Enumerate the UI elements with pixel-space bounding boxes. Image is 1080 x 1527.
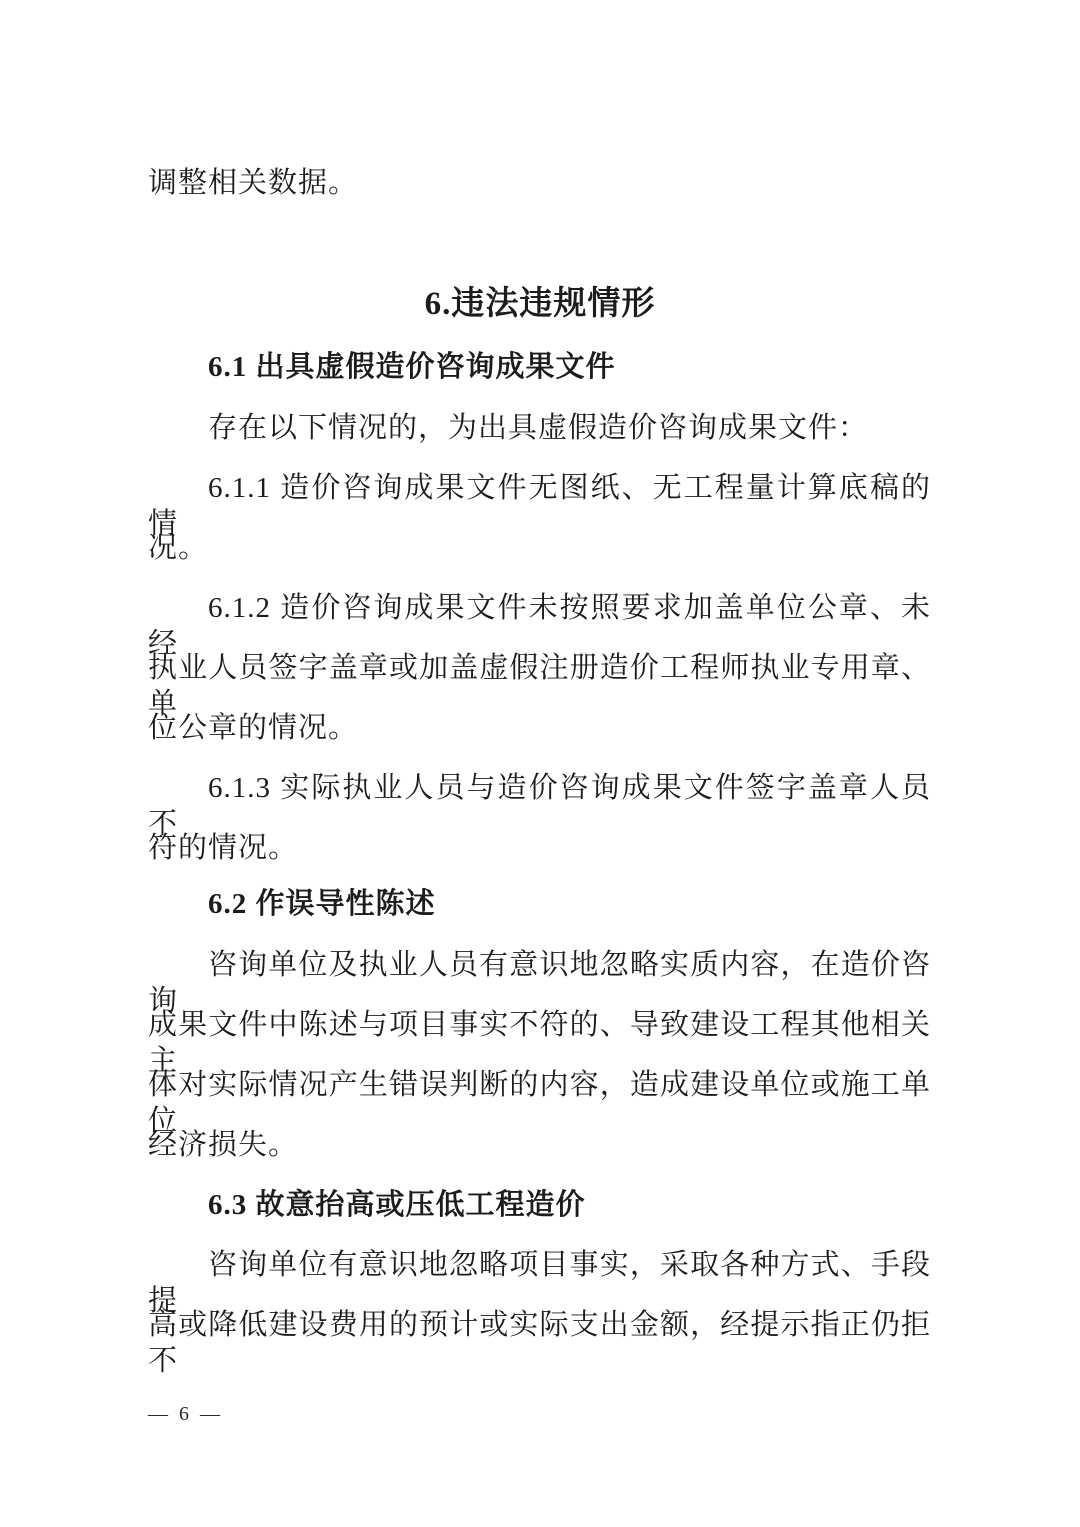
body-line: 6.1.3 实际执业人员与造价咨询成果文件签字盖章人员不 [148,772,931,840]
body-line: 经济损失。 [148,1129,299,1161]
body-line: 成果文件中陈述与项目事实不符的、导致建设工程其他相关主 [148,1009,931,1077]
body-line: 咨询单位有意识地忽略项目事实，采取各种方式、手段提 [148,1249,931,1317]
body-line: 6.1.1 造价咨询成果文件无图纸、无工程量计算底稿的情 [148,472,931,540]
page-number: — 6 — [148,1403,223,1425]
body-line: 位公章的情况。 [148,712,359,744]
section-heading-6-1: 6.1 出具虚假造价咨询成果文件 [208,351,616,383]
section-heading-6-3: 6.3 故意抬高或压低工程造价 [208,1189,586,1221]
body-line: 况。 [148,532,209,564]
section-heading-6-2: 6.2 作误导性陈述 [208,888,436,920]
body-line: 咨询单位及执业人员有意识地忽略实质内容，在造价咨询 [148,949,931,1017]
body-line: 调整相关数据。 [148,167,359,199]
body-line: 执业人员签字盖章或加盖虚假注册造价工程师执业专用章、单 [148,652,931,720]
body-line: 高或降低建设费用的预计或实际支出金额，经提示指正仍拒不 [148,1309,931,1377]
body-line: 存在以下情况的，为出具虚假造价咨询成果文件： [208,412,869,444]
body-line: 6.1.2 造价咨询成果文件未按照要求加盖单位公章、未经 [148,592,931,660]
body-line: 符的情况。 [148,832,299,864]
chapter-heading: 6.违法违规情形 [424,286,656,322]
body-line: 体对实际情况产生错误判断的内容，造成建设单位或施工单位 [148,1069,931,1137]
